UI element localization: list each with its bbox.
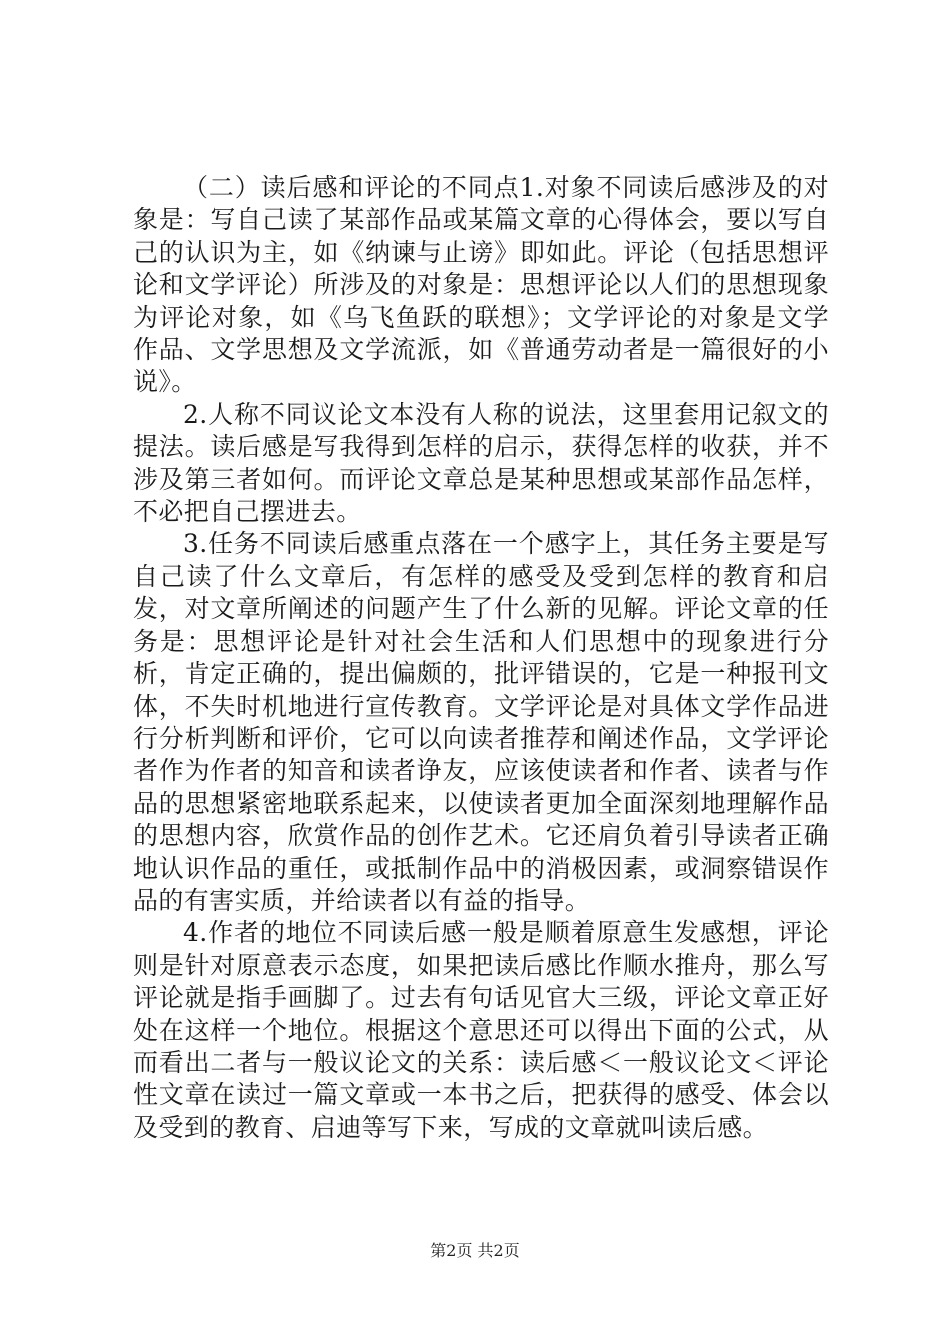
paragraph-4: 4.作者的地位不同读后感一般是顺着原意生发感想，评论则是针对原意表示态度，如果把读后感比作顺水推舟，那么写评论就是指手画脚了。过去有句话见官大三级，评论文章正好处在这样一个地位。根据这个意思还可以得出下面的公式，从而看出二者与一般议论文的关系：读后感＜一般议论文＜评论性文章在读过一篇文章或一本书之后，把获得的感受、体会以及受到的教育、启迪等写下来，写成的文章就叫读后感。 [133, 918, 829, 1142]
paragraph-3: 3.任务不同读后感重点落在一个感字上，其任务主要是写自己读了什么文章后，有怎样的感受及受到怎样的教育和启发，对文章所阐述的问题产生了什么新的见解。评论文章的任务是：思想评论是针对社会生活和人们思想中的现象进行分析，肯定正确的，提出偏颇的，批评错误的，它是一种报刊文体，不失时机地进行宣传教育。文学评论是对具体文学作品进行分析判断和评价，它可以向读者推荐和阐述作品，文学评论者作为作者的知音和读者诤友，应该使读者和作者、读者与作品的思想紧密地联系起来，以使读者更加全面深刻地理解作品的思想内容，欣赏作品的创作艺术。它还肩负着引导读者正确地认识作品的重任，或抵制作品中的消极因素，或洞察错误作品的有害实质，并给读者以有益的指导。 [133, 529, 829, 915]
paragraph-2: 2.人称不同议论文本没有人称的说法，这里套用记叙文的提法。读后感是写我得到怎样的启示，获得怎样的收获，并不涉及第三者如何。而评论文章总是某种思想或某部作品怎样，不必把自己摆进去。 [133, 399, 829, 527]
body-text [133, 172, 829, 1144]
paragraph-1: （二）读后感和评论的不同点1.对象不同读后感涉及的对象是：写自己读了某部作品或某篇文章的心得体会，要以写自己的认识为主，如《纳谏与止谤》即如此。评论（包括思想评论和文学评论）所涉及的对象是：思想评论以人们的思想现象为评论对象，如《乌飞鱼跃的联想》；文学评论的对象是文学作品、文学思想及文学流派，如《普通劳动者是一篇很好的小说》。 [133, 173, 829, 397]
page-footer: 第2页 共2页 [430, 1241, 520, 1260]
